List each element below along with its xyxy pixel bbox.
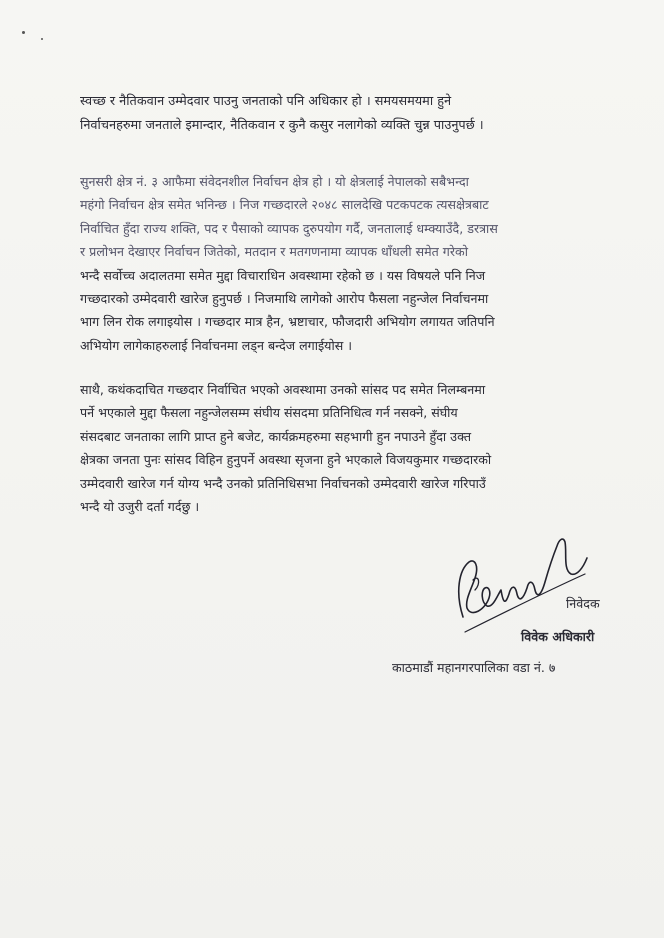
text-line: पर्ने भएकाले मुद्दा फैसला नहुन्जेलसम्म संघीय संसदमा प्रतिनिधित्व गर्न नसक्ने, संघीय [80,405,458,421]
text-line: र प्रलोभन देखाएर निर्वाचन जितेको, मतदान र मतगणनामा व्यापक धाँधली समेत गरेको [80,244,468,260]
text-line: क्षेत्रका जनता पुनः सांसद विहिन हुनुपर्ने अवस्था सृजना हुने भएकाले विजयकुमार गच्छदारको [80,452,492,468]
paragraph-2 [80,170,610,357]
signatory-role: निवेदक [566,596,600,611]
text-line: अभियोग लागेकाहरुलाई निर्वाचनमा लड्न बन्देज लगाईयोस । [80,337,353,353]
text-line: भन्दै यो उजुरी दर्ता गर्दछु । [80,499,200,515]
text-line: स्वच्छ र नैतिकवान उम्मेदवार पाउनु जनताको पनि अधिकार हो । समयसमयमा हुने [80,94,452,109]
text-line: निर्वाचित हुँदा राज्य शक्ति, पद र पैसाको व्यापक दुरुपयोग गर्दै, जनतालाई धम्क्याउँदै, डरत्रास [80,220,498,236]
text-line: गच्छदारको उम्मेदवारी खारेज हुनुपर्छ । निजमाथि लागेको आरोप फैसला नहुन्जेल निर्वाचनमा [80,291,489,307]
signatory-address: काठमाडौं महानगरपालिका वडा नं. ७ [392,660,556,675]
text-line: सुनसरी क्षेत्र नं. ३ आफैमा संवेदनशील निर्वाचन क्षेत्र हो । यो क्षेत्रलाई नेपालको सबैभन्दा [80,174,469,189]
text-line: संसदबाट जनताका लागि प्राप्त हुने बजेट, कार्यक्रमहरुमा सहभागी हुन नपाउने हुँदा उक्त [80,428,472,444]
paragraph-3 [80,378,610,518]
text-line: महंगो निर्वाचन क्षेत्र समेत भनिन्छ । निज गच्छदारले २०४८ सालदेखि पटकपटक त्यसक्षेत्रबाट [80,197,489,213]
paragraph-1 [80,90,610,138]
text-line: उम्मेदवारी खारेज गर्न योग्य भन्दै उनको प्रतिनिधिसभा निर्वाचनको उम्मेदवारी खारेज गरिपाउँ [80,475,486,491]
text-line: निर्वाचनहरुमा जनताले इमान्दार, नैतिकवान र कुनै कसुर नलागेको व्यक्ति चुन्न पाउनुपर्छ । [80,118,484,133]
signatory-name: विवेक अधिकारी [521,629,595,644]
text-line: भाग लिन रोक लगाइयोस । गच्छदार मात्र हैन, भ्रष्टाचार, फौजदारी अभियोग लगायत जतिपनि [80,314,495,330]
scan-speck [41,38,43,40]
scan-speck [22,31,25,34]
text-line: भन्दै सर्वोच्च अदालतमा समेत मुद्दा विचाराधिन अवस्थामा रहेको छ । यस विषयले पनि निज [80,267,486,283]
text-line: साथै, कथंकदाचित गच्छदार निर्वाचित भएको अवस्थामा उनको सांसद पद समेत निलम्बनमा [80,382,486,397]
